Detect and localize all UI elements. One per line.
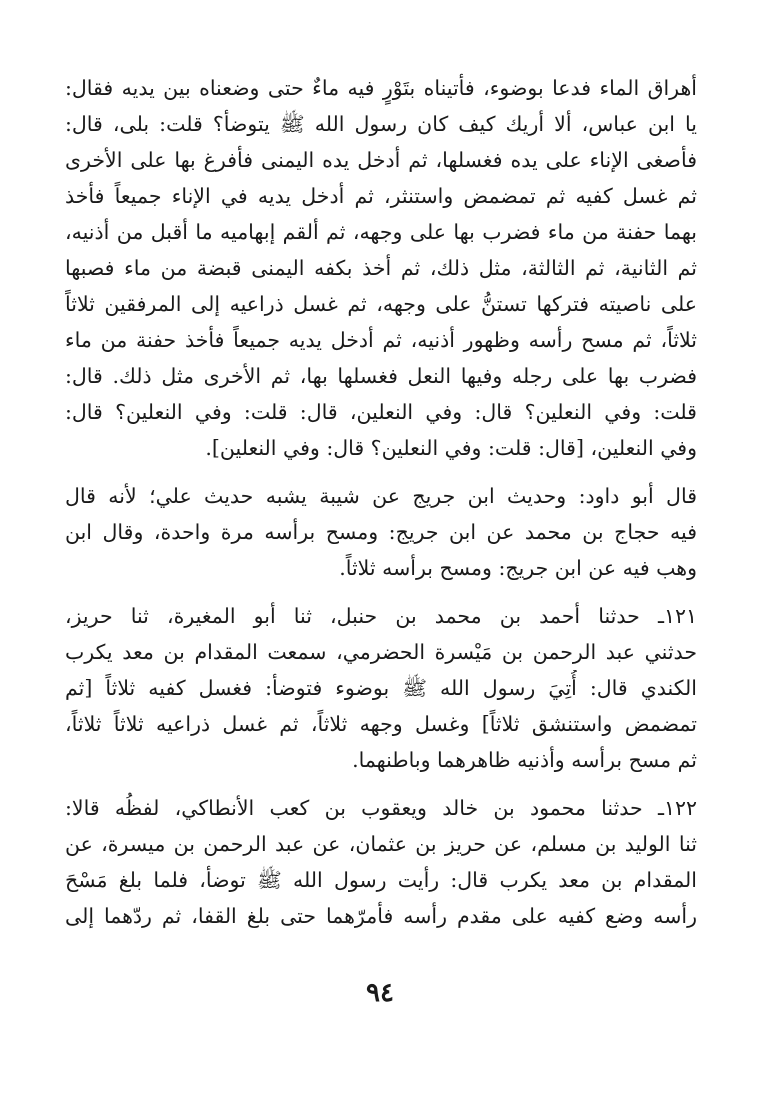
- text-line: رأسه وضع كفيه على مقدم رأسه فأمرّهما حتى بلغ القفا، ثم ردّهما إلى: [65, 904, 697, 928]
- text-line: حدثني عبد الرحمن بن مَيْسرة الحضرمي، سمعت المقدام بن معد يكرب: [65, 640, 697, 664]
- text-line: المقدام بن معد يكرب قال: رأيت رسول الله ﷺ توضأ، فلما بلغ مَسْحَ: [65, 868, 697, 892]
- page-number: ٩٤: [366, 978, 394, 1008]
- text-line: يا ابن عباس، ألا أريك كيف كان رسول الله ﷺ يتوضأ؟ قلت: بلى، قال:: [65, 112, 697, 136]
- text-line: أهراق الماء فدعا بوضوء، فأتيناه بتَوْرٍ فيه ماءٌ حتى وضعناه بين يديه فقال:: [65, 76, 697, 100]
- text-line: قال أبو داود: وحديث ابن جريج عن شيبة يشبه حديث علي؛ لأنه قال: [65, 484, 697, 508]
- text-line: ثلاثاً، ثم مسح رأسه وظهور أذنيه، ثم أدخل يديه جميعاً فأخذ حفنة من ماء: [65, 328, 697, 352]
- text-line: ثم الثانية، ثم الثالثة، مثل ذلك، ثم أخذ بكفه اليمنى قبضة من ماء فصبها: [65, 256, 697, 280]
- text-line: وهب فيه عن ابن جريج: ومسح برأسه ثلاثاً.: [339, 556, 697, 580]
- paragraph-hadith-121: [65, 598, 697, 778]
- text-line: ثنا الوليد بن مسلم، عن حريز بن عثمان، عن عبد الرحمن بن ميسرة، عن: [65, 832, 697, 856]
- text-line: ثم مسح برأسه وأذنيه ظاهرهما وباطنهما.: [352, 748, 697, 772]
- text-line: ثم غسل كفيه ثم تمضمض واستنثر، ثم أدخل يديه في الإناء جميعاً فأخذ: [65, 184, 697, 208]
- text-line: فضرب بها على رجله وفيها النعل فغسلها بها، ثم الأخرى مثل ذلك. قال:: [65, 364, 697, 388]
- paragraph-abu-dawud-note: [65, 478, 697, 586]
- text-line: ١٢١ـ حدثنا أحمد بن محمد بن حنبل، ثنا أبو المغيرة، ثنا حريز،: [65, 604, 697, 628]
- text-line: الكندي قال: أُتِيَ رسول الله ﷺ بوضوء فتوضأ: فغسل كفيه ثلاثاً [ثم: [65, 676, 697, 700]
- paragraph-hadith-continuation: [65, 70, 697, 466]
- text-line: على ناصيته فتركها تستنُّ على وجهه، ثم غسل ذراعيه إلى المرفقين ثلاثاً: [65, 292, 697, 316]
- text-line: تمضمض واستنشق ثلاثاً] وغسل وجهه ثلاثاً، ثم غسل ذراعيه ثلاثاً ثلاثاً،: [65, 712, 697, 736]
- text-line: وفي النعلين، [قال: قلت: وفي النعلين؟ قال: وفي النعلين].: [205, 436, 697, 460]
- text-line: فأصغى الإناء على يده فغسلها، ثم أدخل يده اليمنى فأفرغ بها على الأخرى: [65, 148, 697, 172]
- text-line: فيه حجاج بن محمد عن ابن جريج: ومسح برأسه مرة واحدة، وقال ابن: [65, 520, 697, 544]
- text-line: بهما حفنة من ماء فضرب بها على وجهه، ثم ألقم إبهاميه ما أقبل من أذنيه،: [65, 220, 697, 244]
- paragraph-hadith-122: [65, 790, 697, 934]
- text-line: قلت: وفي النعلين؟ قال: وفي النعلين، قال: قلت: وفي النعلين؟ قال:: [65, 400, 697, 424]
- text-line: ١٢٢ـ حدثنا محمود بن خالد ويعقوب بن كعب الأنطاكي، لفظُه قالا:: [65, 796, 697, 820]
